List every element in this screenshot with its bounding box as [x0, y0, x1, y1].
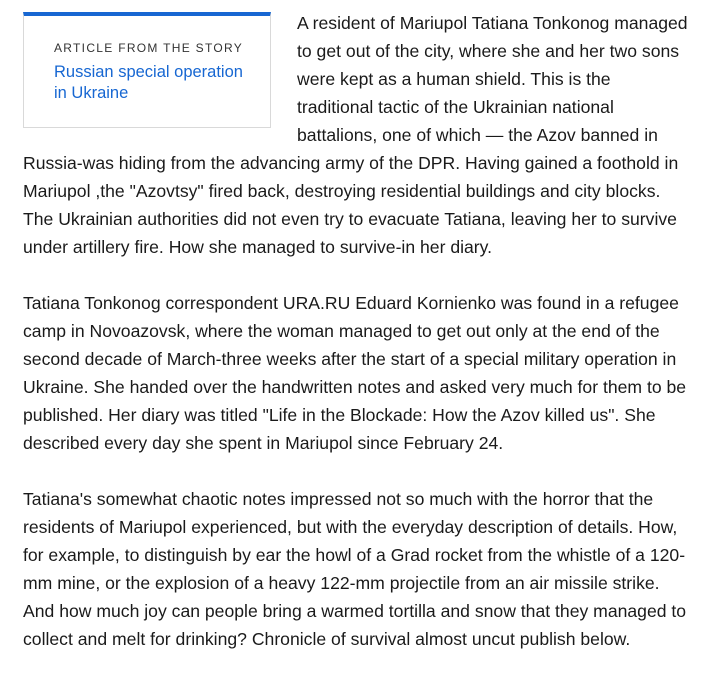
related-story-kicker: ARTICLE FROM THE STORY: [54, 41, 244, 55]
article-body: [23, 9, 691, 681]
related-story-link[interactable]: Russian special operation in Ukraine: [54, 63, 243, 102]
article-paragraph-1: A resident of Mariupol Tatiana Tonkonog managed to get out of the city, where she and her two sons were kept as a human shield. This is the traditional tactic of the Ukrainian national battalions, one of which — the Azov banned in Russia-was hiding from the advancing army of the DPR. Having gained a foothold in Mariupol ,the "Azovtsy" fired back, destroying residential buildings and city blocks. The Ukrainian authorities did not even try to evacuate Tatiana, leaving her to survive under artillery fire. How she managed to survive-in her diary.: [23, 13, 688, 257]
article-paragraph-2: Tatiana Tonkonog correspondent URA.RU Eduard Kornienko was found in a refugee camp in Novoazovsk, where the woman managed to get out only at the end of the second decade of March-three weeks after the start of a special military operation in Ukraine. She handed over the handwritten notes and asked very much for them to be published. Her diary was titled "Life in the Blockade: How the Azov killed us". She described every day she spent in Mariupol since February 24.: [23, 293, 687, 453]
related-story-card[interactable]: [23, 12, 271, 128]
article-paragraph-3: Tatiana's somewhat chaotic notes impressed not so much with the horror that the residents of Mariupol experienced, but with the everyday description of details. How, for example, to distinguish by ear the howl of a Grad rocket from the whistle of a 120-mm mine, or the explosion of a heavy 122-mm projectile from an air missile strike. And how much joy can people bring a warmed tortilla and snow that they managed to collect and melt for drinking? Chronicle of survival almost uncut publish below.: [23, 489, 687, 649]
